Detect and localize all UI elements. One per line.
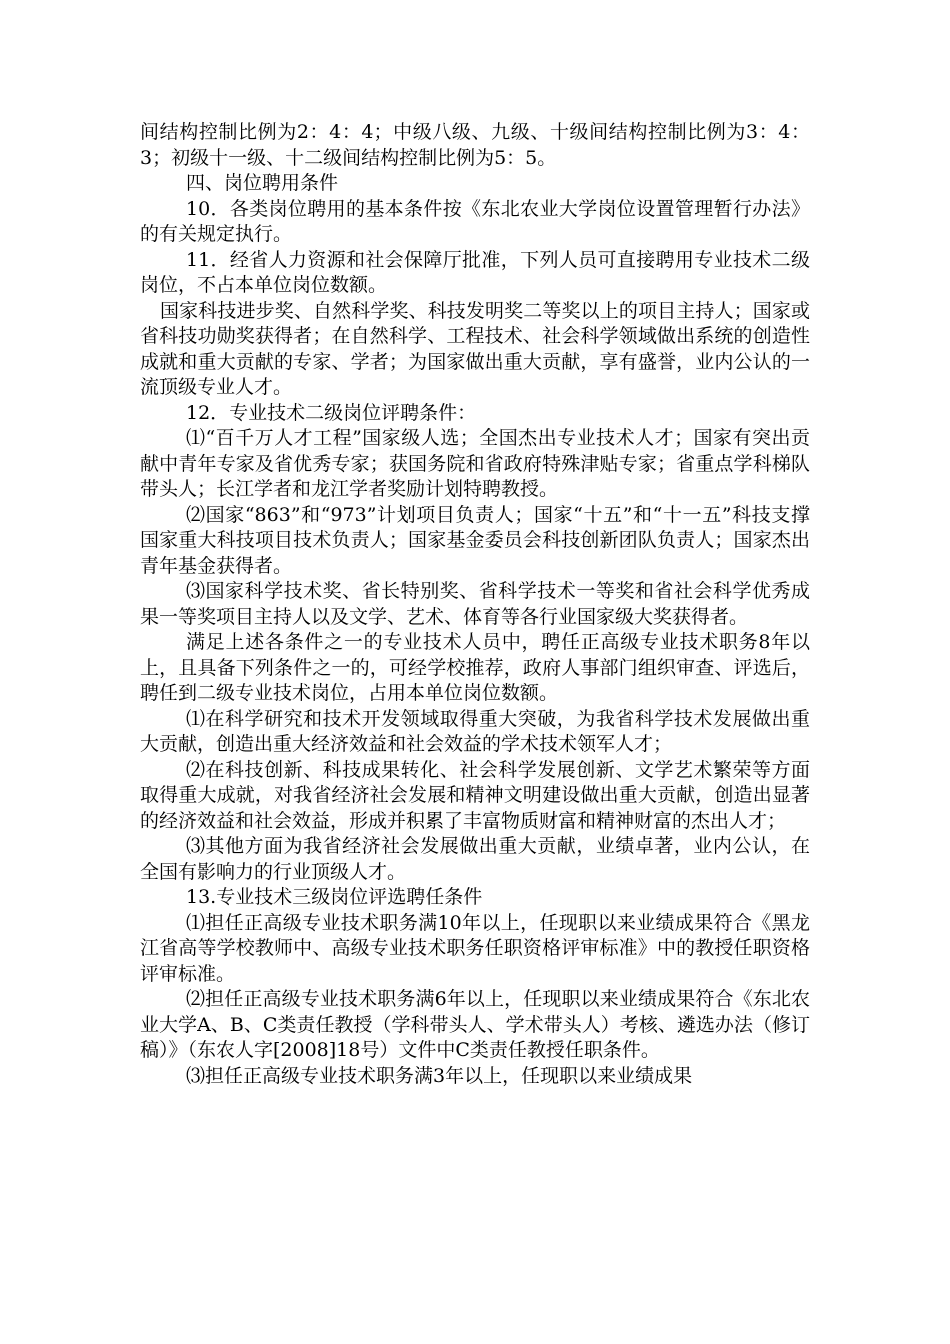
paragraph-12-cond-3: ⑶其他方面为我省经济社会发展做出重大贡献，业绩卓著，业内公认，在全国有影响力的行业顶级人才。 bbox=[140, 835, 810, 883]
paragraph-structure-ratio: 间结构控制比例为2：4：4；中级八级、九级、十级间结构控制比例为3：4：3；初级十一级、十二级间结构控制比例为5：5。 bbox=[140, 121, 810, 169]
paragraph-12-item-1: ⑴“百千万人才工程”国家级人选；全国杰出专业技术人才；国家有突出贡献中青年专家及省优秀专家；获国务院和省政府特殊津贴专家；省重点学科梯队带头人；长江学者和龙江学者奖励计划特聘教授。 bbox=[140, 427, 810, 500]
paragraph-13: 13.专业技术三级岗位评选聘任条件 bbox=[186, 886, 483, 908]
document-body bbox=[140, 120, 810, 1089]
paragraph-12-item-2: ⑵国家“863”和“973”计划项目负责人；国家“十五”和“十一五”科技支撑国家重大科技项目技术负责人；国家基金委员会科技创新团队负责人；国家杰出青年基金获得者。 bbox=[140, 503, 810, 577]
paragraph-12-cond-1: ⑴在科学研究和技术开发领域取得重大突破，为我省科学技术发展做出重大贡献，创造出重大经济效益和社会效益的学术技术领军人才； bbox=[140, 707, 810, 755]
paragraph-11: 11．经省人力资源和社会保障厅批准，下列人员可直接聘用专业技术二级岗位，不占本单位岗位数额。 bbox=[140, 248, 810, 296]
paragraph-12: 12．专业技术二级岗位评聘条件： bbox=[186, 401, 477, 424]
paragraph-12-conditions: 满足上述各条件之一的专业技术人员中，聘任正高级专业技术职务8年以上，且具备下列条件之一的，可经学校推荐，政府人事部门组织审查、评选后，聘任到二级专业技术岗位，占用本单位岗位数额。 bbox=[140, 631, 810, 704]
section-heading-4: 四、岗位聘用条件 bbox=[186, 172, 339, 194]
paragraph-12-cond-2: ⑵在科技创新、科技成果转化、社会科学发展创新、文学艺术繁荣等方面取得重大成就，对我省经济社会发展和精神文明建设做出重大贡献，创造出显著的经济效益和社会效益，形成并积累了丰富物质财富和精神财富的杰出人才； bbox=[140, 758, 810, 832]
paragraph-10: 10．各类岗位聘用的基本条件按《东北农业大学岗位设置管理暂行办法》的有关规定执行。 bbox=[140, 197, 810, 245]
paragraph-13-item-3: ⑶担任正高级专业技术职务满3年以上，任现职以来业绩成果 bbox=[186, 1064, 693, 1087]
paragraph-11-detail: 国家科技进步奖、自然科学奖、科技发明奖二等奖以上的项目主持人；国家或省科技功勋奖获得者；在自然科学、工程技术、社会科学领域做出系统的创造性成就和重大贡献的专家、学者；为国家做出重大贡献，享有盛誉，业内公认的一流顶级专业人才。 bbox=[140, 299, 810, 398]
paragraph-13-item-1: ⑴担任正高级专业技术职务满10年以上，任现职以来业绩成果符合《黑龙江省高等学校教师中、高级专业技术职务任职资格评审标准》中的教授任职资格评审标准。 bbox=[140, 911, 810, 985]
paragraph-13-item-2: ⑵担任正高级专业技术职务满6年以上，任现职以来业绩成果符合《东北农业大学A、B、C类责任教授（学科带头人、学术带头人）考核、遴选办法（修订稿）》（东农人字[2008]18号）文件中C类责任教授任职条件。 bbox=[140, 988, 810, 1061]
paragraph-12-item-3: ⑶国家科学技术奖、省长特别奖、省科学技术一等奖和省社会科学优秀成果一等奖项目主持人以及文学、艺术、体育等各行业国家级大奖获得者。 bbox=[140, 580, 810, 628]
